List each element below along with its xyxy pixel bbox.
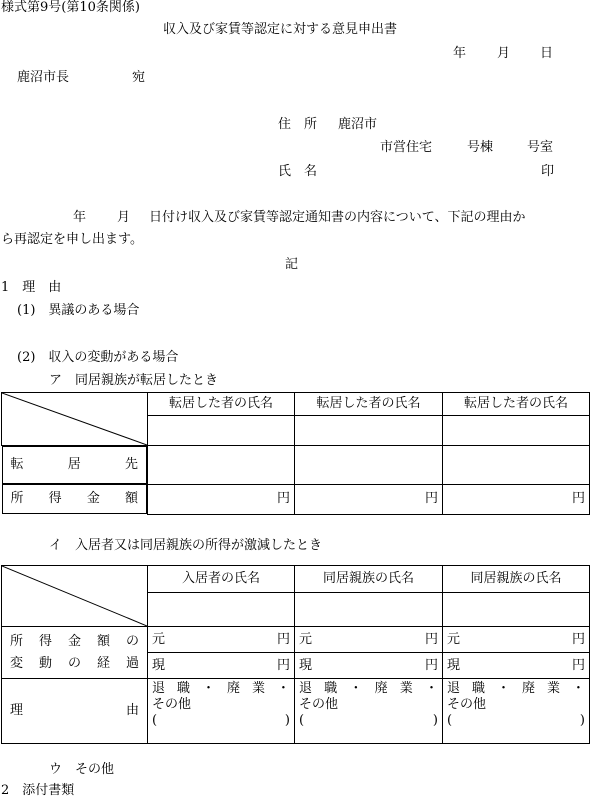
ki-heading: 記	[285, 257, 299, 272]
reason-parentheses: ( )	[299, 713, 438, 728]
header-relative-name-2: 同居親族の氏名	[443, 566, 590, 593]
moved-name-field-2[interactable]	[295, 416, 443, 446]
resident-name-field[interactable]	[148, 593, 295, 627]
building-label: 号棟	[467, 140, 494, 155]
body-text-line1: 日付け収入及び家賃等認定通知書の内容について、下記の理由か	[149, 210, 526, 225]
row-label-new-address: 転 居 先	[2, 446, 148, 484]
housing-label: 市営住宅	[380, 140, 433, 155]
date-day: 日	[540, 46, 554, 61]
current-income-field-1[interactable]: 現 円	[148, 653, 295, 679]
reason-field-2[interactable]	[295, 679, 443, 744]
header-resident-name: 入居者の氏名	[148, 566, 295, 593]
reason-field-1[interactable]	[148, 679, 295, 744]
reason-parentheses: ( )	[152, 713, 290, 728]
original-income-field-2[interactable]: 元 円	[295, 627, 443, 653]
table-a-caption: ア 同居親族が転居したとき	[49, 373, 219, 388]
room-label: 号室	[527, 140, 554, 155]
moved-name-field-1[interactable]	[148, 416, 295, 446]
row-label-income: 所 得 金 額	[2, 484, 148, 514]
section1-heading: 1 理 由	[1, 280, 62, 295]
name-label: 氏 名	[278, 164, 318, 179]
body-year: 年	[73, 210, 87, 225]
table-b-caption: イ 入居者又は同居親族の所得が激減したとき	[49, 538, 323, 553]
section1-item2: (2) 収入の変動がある場合	[17, 350, 179, 365]
income-field-2[interactable]: 円	[295, 484, 443, 514]
income-field-3[interactable]: 円	[443, 484, 590, 514]
item-u-other: ウ その他	[49, 762, 115, 777]
reason-options-line1: 退 職 ・ 廃 業 ・	[447, 681, 585, 696]
document-title: 収入及び家賃等認定に対する意見申出書	[163, 22, 398, 37]
diagonal-line	[2, 566, 147, 626]
income-field-1[interactable]: 円	[148, 484, 295, 514]
current-income-field-2[interactable]: 現 円	[295, 653, 443, 679]
new-address-field-3[interactable]	[443, 446, 590, 485]
diagonal-cell	[2, 566, 148, 627]
row-label-income-change	[2, 627, 148, 679]
relative-name-field-2[interactable]	[443, 593, 590, 627]
address-value: 鹿沼市	[338, 117, 378, 132]
header-moved-name-3: 転居した者の氏名	[443, 393, 590, 416]
reason-other: その他	[299, 697, 339, 712]
reason-field-3[interactable]	[443, 679, 590, 744]
body-text-line2: ら再認定を申し出ます。	[1, 232, 143, 247]
header-moved-name-2: 転居した者の氏名	[295, 393, 443, 416]
section2-heading: 2 添付書類	[1, 783, 75, 798]
date-month: 月	[497, 46, 511, 61]
seal-mark: 印	[541, 164, 555, 179]
table-moved-relatives	[1, 392, 590, 515]
addressee-name: 鹿沼市長	[17, 70, 70, 85]
addressee-suffix: 宛	[132, 70, 146, 85]
reason-options-line1: 退 職 ・ 廃 業 ・	[299, 681, 438, 696]
table-income-decrease	[1, 565, 590, 744]
original-income-field-3[interactable]: 元 円	[443, 627, 590, 653]
moved-name-field-3[interactable]	[443, 416, 590, 446]
reason-other: その他	[447, 697, 487, 712]
income-change-label-line1: 所 得 金 額 の	[10, 633, 139, 649]
diagonal-line	[2, 393, 147, 445]
body-month: 月	[117, 210, 131, 225]
relative-name-field-1[interactable]	[295, 593, 443, 627]
row-label-reason: 理 由	[2, 679, 148, 744]
original-income-field-1[interactable]: 元 円	[148, 627, 295, 653]
section1-item1: (1) 異議のある場合	[17, 303, 140, 318]
income-change-label-line2: 変 動 の 経 過	[10, 655, 139, 671]
new-address-field-1[interactable]	[148, 446, 295, 485]
current-income-field-3[interactable]: 現 円	[443, 653, 590, 679]
reason-other: その他	[152, 697, 192, 712]
new-address-field-2[interactable]	[295, 446, 443, 485]
header-relative-name-1: 同居親族の氏名	[295, 566, 443, 593]
reason-parentheses: ( )	[447, 713, 585, 728]
date-year: 年	[453, 46, 467, 61]
address-label: 住 所	[278, 117, 318, 132]
header-moved-name-1: 転居した者の氏名	[148, 393, 295, 416]
diagonal-cell	[2, 393, 148, 446]
reason-options-line1: 退 職 ・ 廃 業 ・	[152, 681, 290, 696]
form-number: 様式第9号(第10条関係)	[1, 0, 140, 15]
